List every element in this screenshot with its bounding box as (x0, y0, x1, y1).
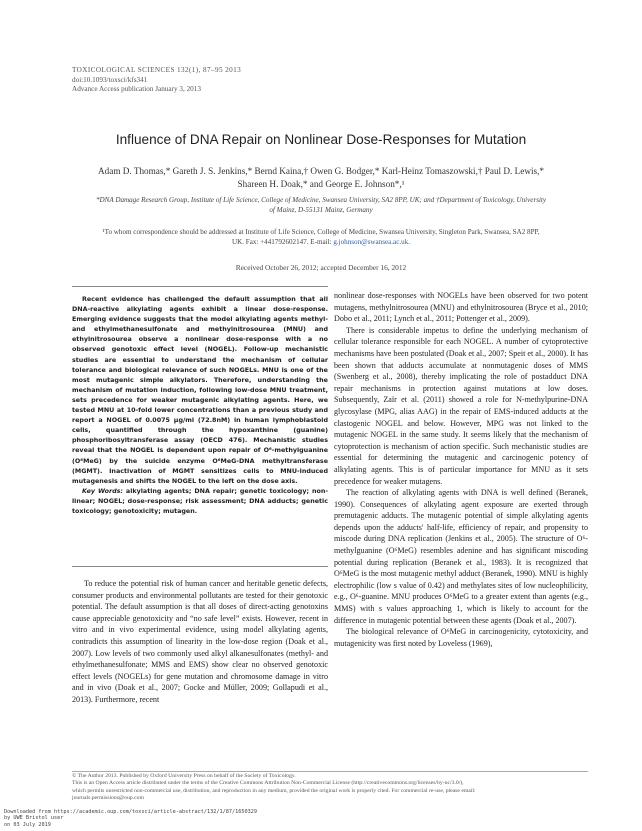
footer-line-3: which permits unrestricted non-commercial use, distribution, and reproduction in any medium, provided the original work is properly cited. For commercial re-use, please email: (72, 787, 476, 794)
right-paragraph-3: The reaction of alkylating agents with DNA is well defined (Beranek, 1990). Consequences of alkylating agent exposure are exerted through premutagenic adducts. The mutagenic potential of simple alkylating agents depends upon the adducts' half-life, efficiency of repair, and propensity to miscode during DNA replication (Jenkins et al., 2005). The structure of O⁶-methylguanine (O⁶MeG) resembles adenine and has significant miscoding potential during replication (Beranek et al., 1983). It is recognized that O⁶MeG is the most mutagenic methyl adduct (Beranek, 1990). MNU is highly electrophilic (low s value of 0.42) and methylates sites of low nucleophilicity, e.g., O⁶-guanine. MNU produces O⁶MeG to a greater extent than agents (e.g., MMS) with s values approaching 1, which is likely to account for the difference in mutagenic potential between these agents (Doak et al., 2007). (334, 488, 588, 625)
journal-header (72, 66, 241, 95)
abstract-top-rule (72, 286, 328, 287)
license-footer (72, 773, 588, 803)
right-paragraph-2: There is considerable impetus to define the underlying mechanism of cellular tolerance responsible for each NOGEL. A number of cytoprotective mechanisms have been postulated (Doak et al., 2007; Speit et al., 2000). It has been shown that adducts accumulate at nonmutagenic doses of MMS (Swenberg et al., 2008), thereby implicating the role of postadduct DNA repair mechanisms in protection against mutations at low doses. Subsequently, Zaïr et al. (2011) showed a role for N-methylpurine-DNA glycosylase (MPG, alias AAG) in the repair of EMS-induced adducts at the clastogenic NOGEL and below. However, MPG was not linked to the mutagenic NOGEL in the same study. It seems likely that the mechanism of cytoprotection is mechanism of action specific. Such mechanistic studies are essential for determining the mutagenic and carcinogenic potency of alkylating agents. This is of particular importance for MNU as it sets precedence for weaker mutagens. (334, 325, 588, 486)
correspondence (80, 227, 562, 248)
footer-email-link[interactable]: journals.permissions@oup.com (72, 795, 144, 802)
right-column (334, 290, 588, 649)
keywords-label: Key Words: (82, 487, 123, 495)
correspondence-line-2 (80, 237, 562, 247)
authors-line-2: Shareen H. Doak,* and George E. Johnson*,¹ (237, 179, 405, 189)
download-line-3: on 03 July 2019 (4, 821, 51, 828)
access-line: Advance Access publication January 3, 2013 (72, 85, 201, 94)
correspondence-line-1: ¹To whom correspondence should be addressed at Institute of Life Science, College of Medicine, Swansea University, Singleton Park, Swansea, SA2 8PP, (102, 228, 540, 236)
download-line-2: by UWE Bristol user (4, 815, 64, 822)
author-list (80, 165, 562, 191)
abstract (72, 295, 328, 517)
correspondence-prefix: UK. Fax: +441792602147. E-mail: (231, 238, 334, 247)
correspondence-email-link[interactable]: g.johnson@swansea.ac.uk (333, 238, 409, 247)
affiliation-line-1: *DNA Damage Research Group, Institute of Life Science, College of Medicine, Swansea University, SA2 8PP, UK; and †Department of Toxicology, University (95, 196, 547, 204)
journal-citation: TOXICOLOGICAL SCIENCES 132(1), 87–95 2013 (72, 66, 242, 74)
abstract-bottom-rule (72, 566, 328, 567)
authors-line-1: Adam D. Thomas,* Gareth J. S. Jenkins,* Bernd Kaina,† Owen G. Bodger,* Karl-Heinz Tomaszowski,† Paul D. Lewis,* (98, 166, 544, 176)
right-paragraph-4: The biological relevance of O⁶MeG in carcinogenicity, cytotoxicity, and mutagenicity was first noted by Loveless (1969), (334, 627, 588, 648)
footer-line-1: © The Author 2013. Published by Oxford University Press on behalf of the Society of Toxicology. (72, 773, 296, 779)
download-line-1: Downloaded from https://academic.oup.com/toxsci/article-abstract/132/1/87/1650329 (4, 809, 257, 815)
keywords-text: alkylating agents; DNA repair; genetic toxicology; non-linear; NOGEL; dose-response; risk assessment; DNA adducts; genetic toxicology; genotoxicity; mutagen. (72, 487, 328, 515)
received-dates: Received October 26, 2012; accepted December 16, 2012 (235, 263, 407, 272)
affiliation-line-2: of Mainz, D-55131 Mainz, Germany (269, 206, 373, 215)
introduction-left-column (72, 578, 328, 706)
download-stamp (4, 809, 257, 828)
intro-paragraph-1: To reduce the potential risk of human cancer and heritable genetic defects, consumer products and environmental pollutants are tested for their genotoxic potential. The default assumption is that all doses of direct-acting genotoxins cause appreciable genotoxicity and “no safe level” exists. However, recent in vitro and in vivo experimental evidence, using model alkylating agents, contradicts this assumption of linearity in the low-dose region (Doak et al., 2007). Low levels of two commonly used alkyl alkanesulfonates (methyl- and ethylmethanesulfonate; MMS and EMS) show clear no observed genotoxic effect levels (NOGELs) for gene mutation and chromosome damage in vitro and in vivo (Doak et al., 2007; Gocke and Müller, 2009; Gollapudi et al., 2013). Furthermore, recent (72, 579, 328, 704)
footer-line-2: This is an Open Access article distributed under the terms of the Creative Commons Attribution Non-Commercial License (http://creativecommons.org/licenses/by-nc/3.0/), (72, 780, 464, 787)
abstract-text: Recent evidence has challenged the default assumption that all DNA-reactive alkylating agents exhibit a linear dose-response. Emerging evidence suggests that the model alkylating agents methyl- and ethylmethanesulfonate and methylnitrosourea (MNU) and ethylnitrosourea observe a nonlinear dose-response with a no observed genotoxic effect level (NOGEL). Follow-up mechanistic studies are essential to understand the mechanism of cellular tolerance and biological relevance of such NOGELs. MNU is one of the most mutagenic simple alkylators. Therefore, understanding the mechanism of mutation induction, following low-dose MNU treatment, sets precedence for weaker mutagenic alkylating agents. Here, we tested MNU at 10-fold lower concentrations than a previous study and report a NOGEL of 0.0075 µg/ml (72.8nM) in human lymphoblastoid cells, quantified through the hypoxanthine (guanine) phosphoribosyltransferase assay (OECD 476). Mechanistic studies reveal that the NOGEL is dependent upon repair of O⁶-methylguanine (O⁶MeG) by the suicide enzyme O⁶MeG-DNA methyltransferase (MGMT). Inactivation of MGMT sensitizes cells to MNU-induced mutagenesis and shifts the NOGEL to the left on the dose axis. (72, 296, 328, 485)
affiliations (80, 195, 562, 216)
doi-line[interactable]: doi:10.1093/toxsci/kfs341 (72, 75, 148, 84)
correspondence-suffix: . (408, 238, 411, 247)
right-paragraph-1: nonlinear dose-responses with NOGELs have been observed for two potent mutagens, methylnitrosourea (MNU) and ethylnitrosourea (Bryce et al., 2010; Dobo et al., 2011; Lynch et al., 2011; Pottenger et al., 2009). (334, 291, 588, 324)
article-title: Influence of DNA Repair on Nonlinear Dose-Responses for Mutation (115, 132, 527, 147)
keywords (72, 487, 328, 517)
footer-rule (72, 771, 588, 772)
